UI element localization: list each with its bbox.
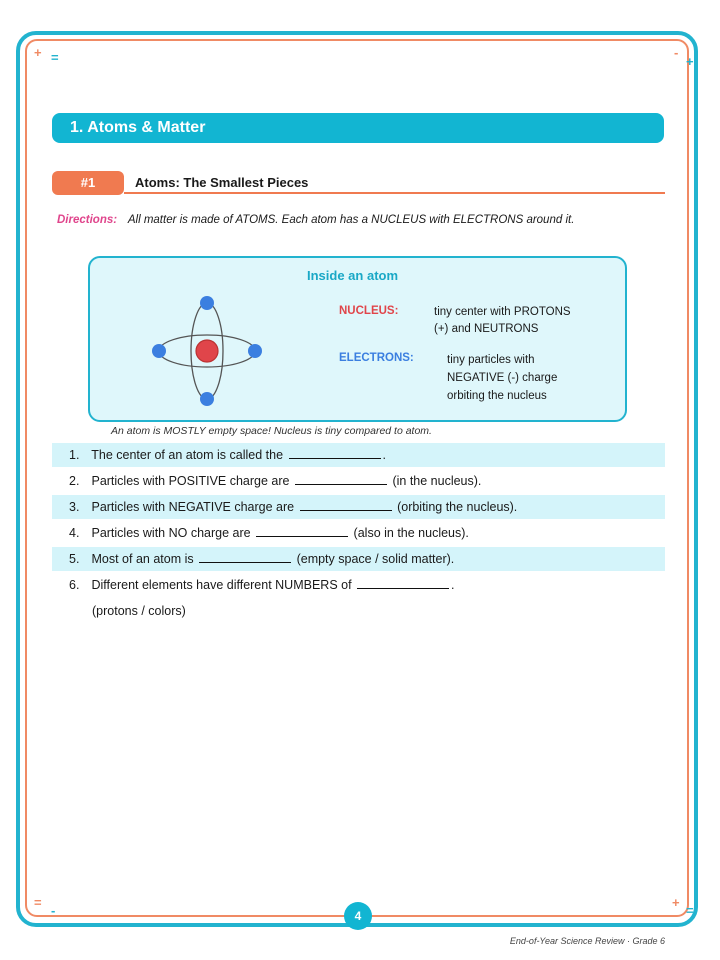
page-number-badge: 4 (344, 902, 372, 930)
question-text: Particles with NEGATIVE charge are (91, 500, 295, 514)
question-number: 5. (69, 552, 80, 566)
answer-blank[interactable] (300, 497, 392, 511)
answer-blank[interactable] (199, 549, 291, 563)
item-title: Atoms: The Smallest Pieces (135, 175, 309, 190)
question-text: The center of an atom is called the (91, 448, 284, 462)
item-number-badge: #1 (52, 171, 124, 195)
nucleus-desc-line: (+) and NEUTRONS (434, 323, 539, 335)
electron-dot (248, 344, 262, 358)
electrons-desc-line: orbiting the nucleus (447, 390, 547, 402)
answer-blank[interactable] (289, 445, 381, 459)
corner-equals-mark: = (686, 903, 694, 918)
question-row (52, 469, 665, 493)
question-text-after: . (451, 578, 455, 592)
question-row (52, 495, 665, 519)
corner-minus-mark: - (674, 45, 679, 60)
diagram-title: Inside an atom (307, 268, 399, 283)
question-text-after: . (382, 448, 386, 462)
question-number: 3. (69, 500, 80, 514)
diagram-caption: An atom is MOSTLY empty space! Nucleus is tiny compared to atom. (111, 425, 432, 437)
question-text: Most of an atom is (91, 552, 194, 566)
answer-blank[interactable] (295, 471, 387, 485)
question-text-after: (also in the nucleus). (353, 526, 469, 540)
corner-plus-mark: + (686, 54, 694, 69)
question-text-after: (empty space / solid matter). (296, 552, 455, 566)
electrons-description (447, 351, 607, 405)
question-text-after: (in the nucleus). (392, 474, 482, 488)
corner-minus-mark: - (51, 903, 56, 918)
electrons-desc-line: NEGATIVE (-) charge (447, 372, 558, 384)
question-6-options: (protons / colors) (92, 604, 186, 618)
electron-dot (200, 296, 214, 310)
corner-equals-mark: = (51, 50, 59, 65)
question-row (52, 573, 665, 597)
atom-illustration (145, 292, 269, 410)
question-text: Particles with POSITIVE charge are (91, 474, 290, 488)
answer-blank[interactable] (357, 575, 449, 589)
answer-blank[interactable] (256, 523, 348, 537)
question-number: 1. (69, 448, 80, 462)
question-row (52, 521, 665, 545)
corner-plus-mark: + (672, 895, 680, 910)
question-number: 2. (69, 474, 80, 488)
directions-label: Directions: (57, 214, 118, 226)
nucleus-description (434, 304, 604, 338)
question-text-after: (orbiting the nucleus). (397, 500, 518, 514)
nucleus-dot (196, 340, 218, 362)
question-row (52, 443, 665, 467)
nucleus-desc-line: tiny center with PROTONS (434, 306, 571, 318)
question-number: 4. (69, 526, 80, 540)
electrons-desc-line: tiny particles with (447, 354, 535, 366)
corner-plus-mark: + (34, 45, 42, 60)
section-title: 1. Atoms & Matter (52, 113, 664, 143)
question-text: Different elements have different NUMBERS of (91, 578, 352, 592)
directions-text: All matter is made of ATOMS. Each atom has a NUCLEUS with ELECTRONS around it. (127, 214, 575, 226)
question-number: 6. (69, 578, 80, 592)
electron-dot (152, 344, 166, 358)
electrons-label: ELECTRONS: (339, 352, 414, 364)
corner-equals-mark: = (34, 895, 42, 910)
directions (57, 214, 574, 226)
page-footer: End-of-Year Science Review · Grade 6 (509, 936, 665, 946)
electron-dot (200, 392, 214, 406)
nucleus-label: NUCLEUS: (339, 305, 399, 317)
item-title-rule (124, 192, 665, 194)
question-row (52, 547, 665, 571)
question-text: Particles with NO charge are (91, 526, 251, 540)
